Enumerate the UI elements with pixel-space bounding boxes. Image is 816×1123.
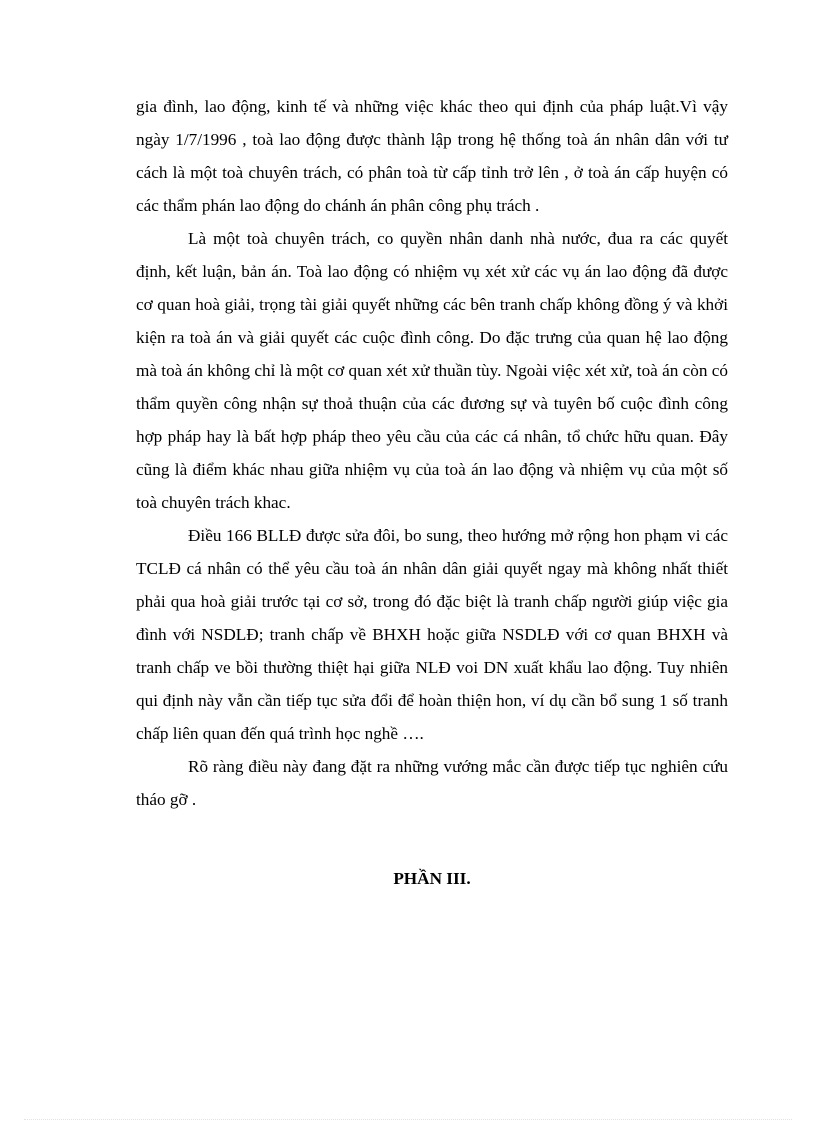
paragraph-3: Điều 166 BLLĐ được sửa đôi, bo sung, theo hướng mở rộng hon phạm vi các TCLĐ cá nhân có thể yêu cầu toà án nhân dân giải quyết ngay mà không nhất thiết phải qua hoà giải trước tại cơ sở, trong đó đặc biệt là tranh chấp người giúp việc gia đình với NSDLĐ; tranh chấp về BHXH hoặc giữa NSDLĐ với cơ quan BHXH và tranh chấp ve bồi thường thiệt hại giữa NLĐ voi DN xuất khẩu lao động. Tuy nhiên qui định này vẫn cần tiếp tục sửa đổi để hoàn thiện hon, ví dụ cần bổ sung 1 số tranh chấp liên quan đến quá trình học nghề …. (136, 526, 728, 743)
page-bottom-divider (24, 1119, 792, 1120)
section-heading: PHẦN III. (393, 869, 471, 888)
paragraph-2: Là một toà chuyên trách, co quyền nhân danh nhà nước, đua ra các quyết định, kết luận, bản án. Toà lao động có nhiệm vụ xét xử các vụ án lao động đã được cơ quan hoà giải, trọng tài giải quyết những các bên tranh chấp không đồng ý và khởi kiện ra toà án và giải quyết các cuộc đình công. Do đặc trưng của quan hệ lao động mà toà án không chỉ là một cơ quan xét xử thuần tùy. Ngoài việc xét xử, toà án còn có thẩm quyền công nhận sự thoả thuận của các đương sự và tuyên bố cuộc đình công hợp pháp hay là bất hợp pháp theo yêu cầu của các cá nhân, tổ chức hữu quan. Đây cũng là điểm khác nhau giữa nhiệm vụ của toà án lao động và nhiệm vụ của một số toà chuyên trách khac. (136, 229, 728, 512)
document-page (136, 90, 728, 895)
paragraph-1: gia đình, lao động, kinh tế và những việc khác theo qui định của pháp luật.Vì vậy ngày 1/7/1996 , toà lao động được thành lập trong hệ thống toà án nhân dân với tư cách là một toà chuyên trách, có phân toà từ cấp tỉnh trở lên , ở toà án cấp huyện có các thẩm phán lao động do chánh án phân công phụ trách . (136, 97, 728, 215)
paragraph-4: Rõ ràng điều này đang đặt ra những vướng mắc cần được tiếp tục nghiên cứu tháo gỡ . (136, 757, 728, 809)
